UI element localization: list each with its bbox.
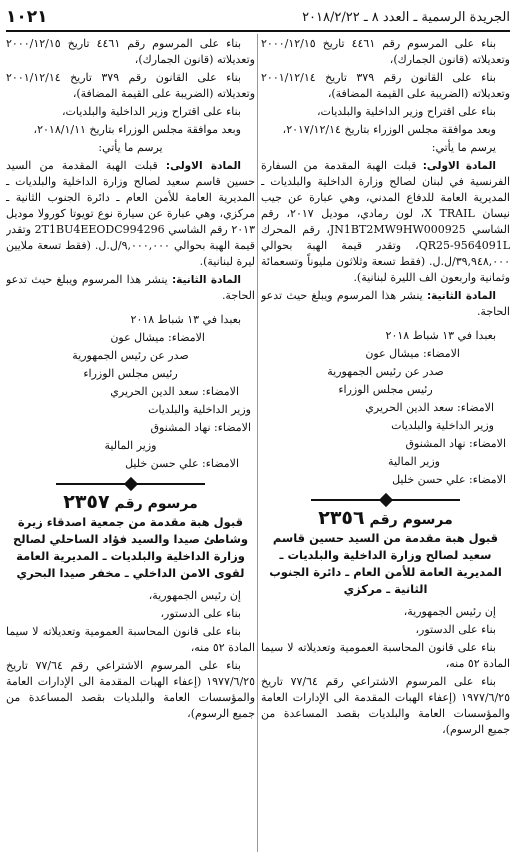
decree-title: قبول هبة مقدمة من جمعية اصدقاء زيرة وشاطئ صيدا والسيد فؤاد الساحلي لصالح وزارة الداخلية والبلديات ـ المديرية العامة لقوى الامن الداخلي ـ مخفر صيدا البحري	[12, 515, 249, 580]
finance-minister-title: وزير المالية	[388, 455, 440, 468]
pm-title: رئيس مجلس الوزراء	[83, 367, 178, 380]
preamble-approval: وبعد موافقة مجلس الوزراء بتاريخ ٢٠١٨/١/١١،	[33, 123, 241, 136]
article-1-text: قبلت الهبة المقدمة من السيد حسين قاسم سعيد لصالح وزارة الداخلية والبلديات ـ المديرية العامة للأمن العام ـ دائرة الجنوب الثانية ـ مركزي، وهي عبارة عن سيارة نوع تويوتا كورولا موديل ٢٠١٣ رقم الشاسي 2T1BU4EEODC994296 وتقدر قيمة الهبة بحوالي ٩,٠٠٠,٠٠٠/ل.ل. (فقط تسعة ملايين ليرة لبنانية).	[6, 159, 255, 268]
article-1	[6, 158, 255, 270]
president-signature: الامضاء: ميشال عون	[365, 347, 460, 360]
page-number: ١٠٢١	[6, 7, 48, 27]
right-column	[261, 36, 510, 852]
article-1-label: المادة الاولى:	[422, 160, 497, 172]
decree-date: بعبدا في ١٣ شباط ٢٠١٨	[130, 313, 241, 326]
decrees-heading: يرسم ما يأتي:	[98, 141, 163, 154]
preamble-customs: بناء على المرسوم رقم ٤٤٦١ تاريخ ٢٠٠٠/١٢/١٥ وتعديلاته (قانون الجمارك)،	[261, 37, 510, 66]
page-header	[6, 4, 510, 32]
preamble-constitution: بناء على الدستور،	[160, 607, 241, 620]
article-2	[6, 272, 255, 304]
finance-minister-signature: الامضاء: علي حسن خليل	[392, 473, 506, 486]
preamble-approval: وبعد موافقة مجلس الوزراء بتاريخ ٢٠١٧/١٢/١٤،	[282, 123, 496, 136]
pm-title: رئيس مجلس الوزراء	[338, 383, 433, 396]
preamble-legislative-decree: بناء على المرسوم الاشتراعي رقم ٧٧/٦٤ تاريخ ١٩٧٧/٦/٢٥ (إعفاء الهبات المقدمة الى الإدارات العامة والمؤسسات العامة والبلديات بقصد المساعدة من جميع الرسوم)،	[261, 675, 510, 736]
section-separator	[6, 478, 255, 490]
column-divider	[257, 34, 258, 852]
article-2	[261, 288, 510, 320]
president-signature: الامضاء: ميشال عون	[110, 331, 205, 344]
article-1	[261, 158, 510, 286]
interior-minister-signature: الامضاء: نهاد المشنوق	[150, 421, 251, 434]
decree-opening: إن رئيس الجمهورية،	[148, 589, 241, 602]
decree-label: مرسوم رقم	[114, 496, 198, 512]
finance-minister-title: وزير المالية	[104, 439, 157, 452]
section-separator	[261, 494, 510, 506]
preamble-constitution: بناء على الدستور،	[415, 623, 496, 636]
issued-by: صدر عن رئيس الجمهورية	[327, 365, 444, 378]
issued-by: صدر عن رئيس الجمهورية	[72, 349, 189, 362]
pm-signature: الامضاء: سعد الدين الحريري	[365, 401, 494, 414]
article-2-label: المادة الثانية:	[426, 290, 496, 302]
article-1-text: قبلت الهبة المقدمة من السفارة الفرنسية في لبنان لصالح وزارة الداخلية والبلديات ـ المديرية العامة للدفاع المدني، وهي عبارة عن جيب نيسان X TRAIL، لون رمادي، موديل ٢٠١٧، رقم الشاسي JN1BT2MW9HW000925، رقم المحرك QR25-9564091L، وتقدر قيمة الهبة بحوالي ٣٩,٩٤٨,٠٠٠/ل.ل. (فقط تسعة وثلاثون مليوناً وتسعمائة وثمانية واربعون الف الليرة لبنانية).	[261, 159, 510, 284]
preamble-accounting-law: بناء على قانون المحاسبة العمومية وتعديلاته لا سيما المادة ٥٢ منه،	[261, 641, 510, 670]
article-1-label: المادة الاولى:	[165, 160, 241, 172]
preamble-vat: بناء على القانون رقم ٣٧٩ تاريخ ٢٠٠١/١٢/١٤ وتعديلاته (الضريبة على القيمة المضافة)،	[6, 71, 255, 100]
decree-number: ٢٣٥٦	[318, 507, 365, 529]
finance-minister-signature: الامضاء: علي حسن خليل	[125, 457, 239, 470]
preamble-customs: بناء على المرسوم رقم ٤٤٦١ تاريخ ٢٠٠٠/١٢/١٥ وتعديلاته (قانون الجمارك)،	[6, 37, 255, 66]
interior-minister-title: وزير الداخلية والبلديات	[391, 419, 494, 432]
decrees-heading: يرسم ما يأتي:	[431, 141, 496, 154]
preamble-legislative-decree: بناء على المرسوم الاشتراعي رقم ٧٧/٦٤ تاريخ ١٩٧٧/٦/٢٥ (إعفاء الهبات المقدمة الى الإدارات العامة والمؤسسات العامة والبلديات بقصد المساعدة من جميع الرسوم)،	[6, 659, 255, 720]
pm-signature: الامضاء: سعد الدين الحريري	[110, 385, 239, 398]
decree-date: بعبدا في ١٣ شباط ٢٠١٨	[385, 329, 496, 342]
preamble-accounting-law: بناء على قانون المحاسبة العمومية وتعديلاته لا سيما المادة ٥٢ منه،	[6, 625, 255, 654]
gazette-title: الجريدة الرسمية ـ العدد ٨ ـ ٢٠١٨/٢/٢٢	[302, 9, 510, 25]
left-column	[6, 36, 255, 852]
preamble-proposal: بناء على اقتراح وزير الداخلية والبلديات،	[316, 105, 496, 118]
decree-number-heading	[261, 507, 510, 529]
preamble-vat: بناء على القانون رقم ٣٧٩ تاريخ ٢٠٠١/١٢/١٤ وتعديلاته (الضريبة على القيمة المضافة)،	[261, 71, 510, 100]
decree-label: مرسوم رقم	[369, 512, 453, 528]
decree-number: ٢٣٥٧	[63, 491, 110, 513]
article-2-text: ينشر هذا المرسوم ويبلغ حيث تدعو الحاجة.	[6, 273, 255, 302]
decree-number-heading	[6, 491, 255, 513]
preamble-proposal: بناء على اقتراح وزير الداخلية والبلديات،	[61, 105, 241, 118]
article-2-text: ينشر هذا المرسوم ويبلغ حيث تدعو الحاجة.	[261, 289, 510, 318]
decree-title: قبول هبة مقدمة من السيد حسين قاسم سعيد لصالح وزارة الداخلية والبلديات ـ المديرية العامة للأمن العام ـ دائرة الجنوب الثانية ـ مركزي	[269, 531, 502, 596]
article-2-label: المادة الثانية:	[171, 274, 241, 286]
decree-opening: إن رئيس الجمهورية،	[403, 605, 496, 618]
interior-minister-title: وزير الداخلية والبلديات	[148, 403, 251, 416]
interior-minister-signature: الامضاء: نهاد المشنوق	[405, 437, 506, 450]
